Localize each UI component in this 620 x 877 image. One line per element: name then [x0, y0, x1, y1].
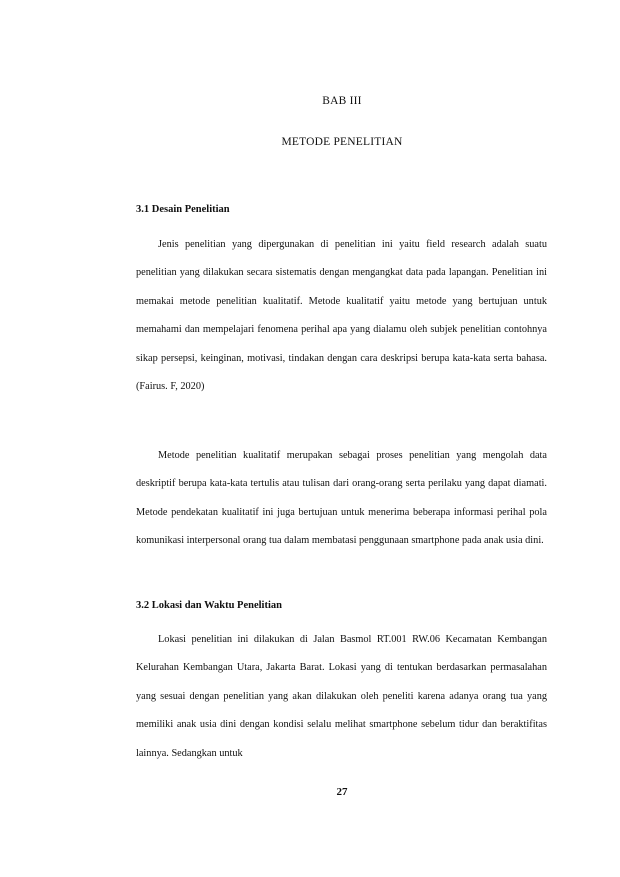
- chapter-number: BAB III: [322, 95, 362, 107]
- paragraph: Lokasi penelitian ini dilakukan di Jalan Basmol RT.001 RW.06 Kecamatan Kembangan Kelurahan Kembangan Utara, Jakarta Barat. Lokasi yang di tentukan berdasarkan permasalahan yang sesuai dengan penelitian yang akan dilakukan oleh peneliti karena adanya orang tua yang memiliki anak usia dini dengan kondisi selalu melihat smartphone sebelum tidur dan beraktifitas lainnya. Sedangkan untuk: [136, 634, 547, 759]
- section-heading: 3.2 Lokasi dan Waktu Penelitian: [136, 600, 282, 611]
- section-heading: 3.1 Desain Penelitian: [136, 204, 230, 215]
- chapter-title: METODE PENELITIAN: [281, 136, 403, 148]
- paragraph: Metode penelitian kualitatif merupakan sebagai proses penelitian yang mengolah data deskriptif berupa kata-kata tertulis atau tulisan dari orang-orang serta perilaku yang dapat diamati. Metode pendekatan kualitatif ini juga bertujuan untuk menerima beberapa informasi perihal pola komunikasi interpersonal orang tua dalam membatasi penggunaan smartphone pada anak usia dini.: [136, 450, 547, 547]
- paragraph: Jenis penelitian yang dipergunakan di penelitian ini yaitu field research adalah suatu penelitian yang dilakukan secara sistematis dengan mengangkat data pada lapangan. Penelitian ini memakai metode penelitian kualitatif. Metode kualitatif yaitu metode yang bertujuan untuk memahami dan mempelajari fenomena perihal apa yang dialamu oleh subjek penelitian contohnya sikap persepsi, keinginan, motivasi, tindakan dengan cara deskripsi berupa kata-kata serta bahasa.(Fairus. F, 2020): [136, 239, 547, 393]
- page-number: 27: [336, 786, 348, 798]
